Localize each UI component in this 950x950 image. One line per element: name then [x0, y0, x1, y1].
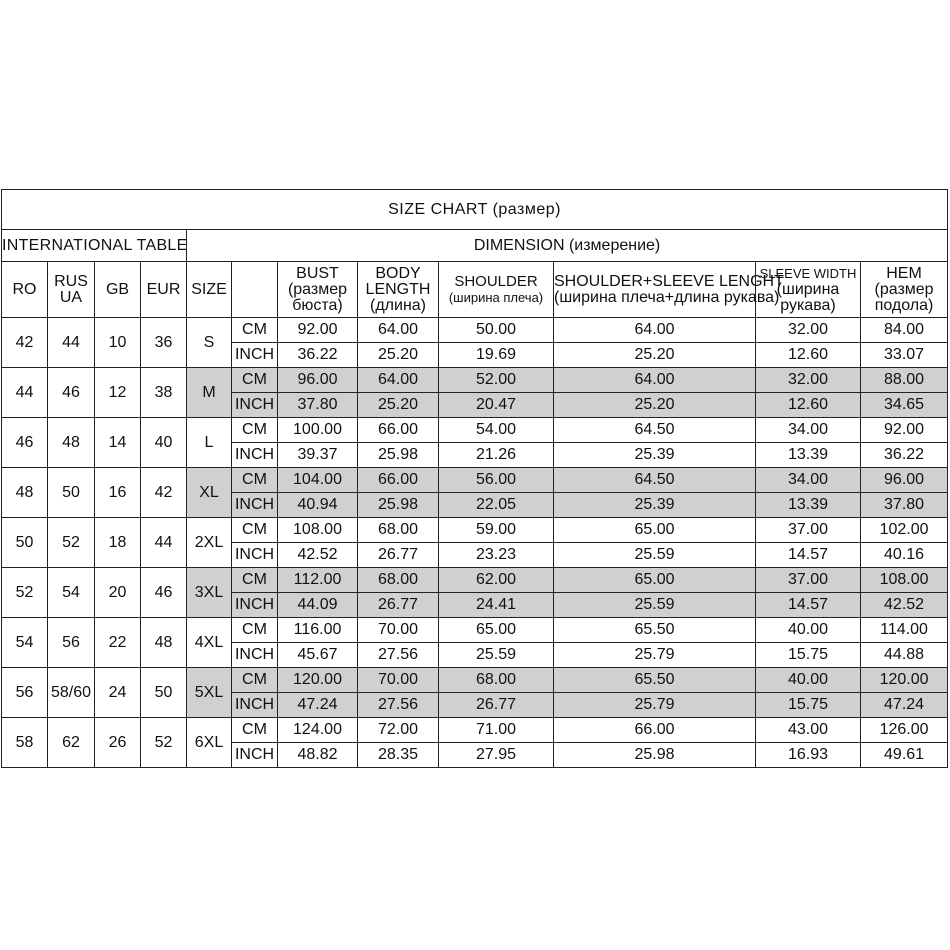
cell-bust: 116.00	[278, 618, 358, 643]
cell-hem: 114.00	[861, 618, 948, 643]
cell-hem: 34.65	[861, 393, 948, 418]
cell-ro: 54	[2, 618, 48, 668]
cell-hem: 33.07	[861, 343, 948, 368]
cell-eur: 40	[141, 418, 187, 468]
cell-gb: 20	[95, 568, 141, 618]
cell-body-length: 66.00	[358, 418, 439, 443]
chart-title: SIZE CHART (размер)	[2, 190, 948, 230]
cell-unit: CM	[232, 568, 278, 593]
cell-ro: 52	[2, 568, 48, 618]
cell-unit: CM	[232, 718, 278, 743]
cell-unit: INCH	[232, 543, 278, 568]
cell-shoulder: 62.00	[439, 568, 554, 593]
header-size: SIZE	[187, 262, 232, 318]
cell-shoulder: 50.00	[439, 318, 554, 343]
cell-unit: CM	[232, 668, 278, 693]
cell-hem: 37.80	[861, 493, 948, 518]
cell-hem: 92.00	[861, 418, 948, 443]
cell-gb: 26	[95, 718, 141, 768]
cell-gb: 24	[95, 668, 141, 718]
table-row	[2, 318, 948, 343]
cell-gb: 16	[95, 468, 141, 518]
cell-body-length: 26.77	[358, 593, 439, 618]
cell-body-length: 25.98	[358, 443, 439, 468]
cell-shoulder-sleeve: 65.50	[554, 668, 756, 693]
cell-bust: 108.00	[278, 518, 358, 543]
cell-bust: 112.00	[278, 568, 358, 593]
cell-body-length: 70.00	[358, 618, 439, 643]
cell-shoulder: 54.00	[439, 418, 554, 443]
cell-size: S	[187, 318, 232, 368]
cell-shoulder-sleeve: 65.50	[554, 618, 756, 643]
cell-ro: 50	[2, 518, 48, 568]
cell-bust: 120.00	[278, 668, 358, 693]
cell-body-length: 72.00	[358, 718, 439, 743]
table-row	[2, 368, 948, 393]
cell-body-length: 25.98	[358, 493, 439, 518]
cell-bust: 42.52	[278, 543, 358, 568]
cell-unit: CM	[232, 418, 278, 443]
cell-body-length: 26.77	[358, 543, 439, 568]
cell-shoulder-sleeve: 64.00	[554, 368, 756, 393]
cell-hem: 108.00	[861, 568, 948, 593]
cell-eur: 50	[141, 668, 187, 718]
header-body-length: BODY LENGTH (длина)	[358, 262, 439, 318]
table-row	[2, 468, 948, 493]
cell-bust: 39.37	[278, 443, 358, 468]
cell-gb: 10	[95, 318, 141, 368]
cell-gb: 22	[95, 618, 141, 668]
cell-eur: 52	[141, 718, 187, 768]
cell-ro: 42	[2, 318, 48, 368]
header-gb: GB	[95, 262, 141, 318]
cell-rus-ua: 50	[48, 468, 95, 518]
cell-hem: 40.16	[861, 543, 948, 568]
cell-bust: 37.80	[278, 393, 358, 418]
cell-sleeve-width: 43.00	[756, 718, 861, 743]
cell-ro: 46	[2, 418, 48, 468]
cell-sleeve-width: 12.60	[756, 393, 861, 418]
cell-unit: CM	[232, 468, 278, 493]
cell-ro: 56	[2, 668, 48, 718]
size-chart-table	[1, 189, 948, 768]
cell-bust: 45.67	[278, 643, 358, 668]
cell-rus-ua: 56	[48, 618, 95, 668]
cell-shoulder-sleeve: 25.79	[554, 693, 756, 718]
table-row	[2, 618, 948, 643]
cell-bust: 36.22	[278, 343, 358, 368]
cell-eur: 46	[141, 568, 187, 618]
cell-sleeve-width: 13.39	[756, 493, 861, 518]
cell-body-length: 66.00	[358, 468, 439, 493]
cell-bust: 47.24	[278, 693, 358, 718]
cell-hem: 102.00	[861, 518, 948, 543]
cell-shoulder: 22.05	[439, 493, 554, 518]
table-row	[2, 568, 948, 593]
cell-size: 2XL	[187, 518, 232, 568]
cell-shoulder-sleeve: 64.50	[554, 418, 756, 443]
cell-sleeve-width: 32.00	[756, 318, 861, 343]
cell-bust: 124.00	[278, 718, 358, 743]
cell-sleeve-width: 34.00	[756, 468, 861, 493]
cell-bust: 92.00	[278, 318, 358, 343]
cell-size: XL	[187, 468, 232, 518]
cell-hem: 49.61	[861, 743, 948, 768]
cell-shoulder: 27.95	[439, 743, 554, 768]
cell-shoulder-sleeve: 65.00	[554, 518, 756, 543]
cell-shoulder-sleeve: 65.00	[554, 568, 756, 593]
cell-eur: 44	[141, 518, 187, 568]
cell-shoulder-sleeve: 25.39	[554, 493, 756, 518]
cell-bust: 104.00	[278, 468, 358, 493]
cell-sleeve-width: 37.00	[756, 518, 861, 543]
cell-body-length: 68.00	[358, 568, 439, 593]
cell-hem: 126.00	[861, 718, 948, 743]
cell-bust: 40.94	[278, 493, 358, 518]
cell-sleeve-width: 15.75	[756, 643, 861, 668]
cell-unit: INCH	[232, 593, 278, 618]
cell-shoulder-sleeve: 25.98	[554, 743, 756, 768]
cell-sleeve-width: 40.00	[756, 618, 861, 643]
cell-rus-ua: 52	[48, 518, 95, 568]
cell-size: 6XL	[187, 718, 232, 768]
cell-size: L	[187, 418, 232, 468]
header-shoulder: SHOULDER (ширина плеча)	[439, 262, 554, 318]
table-row	[2, 668, 948, 693]
cell-eur: 36	[141, 318, 187, 368]
cell-ro: 58	[2, 718, 48, 768]
cell-shoulder: 21.26	[439, 443, 554, 468]
cell-body-length: 27.56	[358, 643, 439, 668]
cell-unit: INCH	[232, 643, 278, 668]
cell-ro: 44	[2, 368, 48, 418]
cell-eur: 42	[141, 468, 187, 518]
cell-shoulder-sleeve: 25.20	[554, 343, 756, 368]
cell-bust: 48.82	[278, 743, 358, 768]
cell-sleeve-width: 12.60	[756, 343, 861, 368]
cell-hem: 47.24	[861, 693, 948, 718]
cell-sleeve-width: 13.39	[756, 443, 861, 468]
cell-shoulder-sleeve: 25.59	[554, 543, 756, 568]
table-row	[2, 418, 948, 443]
cell-body-length: 27.56	[358, 693, 439, 718]
cell-shoulder-sleeve: 25.20	[554, 393, 756, 418]
cell-rus-ua: 46	[48, 368, 95, 418]
cell-shoulder: 23.23	[439, 543, 554, 568]
cell-body-length: 64.00	[358, 368, 439, 393]
international-table-label: INTERNATIONAL TABLE	[2, 230, 187, 262]
cell-sleeve-width: 32.00	[756, 368, 861, 393]
cell-bust: 44.09	[278, 593, 358, 618]
cell-hem: 44.88	[861, 643, 948, 668]
cell-unit: INCH	[232, 393, 278, 418]
header-eur: EUR	[141, 262, 187, 318]
cell-shoulder: 25.59	[439, 643, 554, 668]
header-shoulder-sleeve: SHOULDER+SLEEVE LENGHT (ширина плеча+длина рукава)	[554, 262, 756, 318]
dimension-label: DIMENSION (измерение)	[187, 230, 948, 262]
cell-bust: 100.00	[278, 418, 358, 443]
cell-rus-ua: 62	[48, 718, 95, 768]
cell-gb: 12	[95, 368, 141, 418]
cell-shoulder-sleeve: 66.00	[554, 718, 756, 743]
cell-sleeve-width: 34.00	[756, 418, 861, 443]
cell-hem: 88.00	[861, 368, 948, 393]
cell-hem: 84.00	[861, 318, 948, 343]
header-unit	[232, 262, 278, 318]
cell-unit: INCH	[232, 493, 278, 518]
cell-shoulder-sleeve: 25.79	[554, 643, 756, 668]
cell-hem: 96.00	[861, 468, 948, 493]
cell-body-length: 64.00	[358, 318, 439, 343]
cell-sleeve-width: 37.00	[756, 568, 861, 593]
cell-body-length: 70.00	[358, 668, 439, 693]
cell-size: 4XL	[187, 618, 232, 668]
cell-rus-ua: 48	[48, 418, 95, 468]
cell-ro: 48	[2, 468, 48, 518]
table-row	[2, 518, 948, 543]
cell-eur: 38	[141, 368, 187, 418]
cell-size: 3XL	[187, 568, 232, 618]
cell-body-length: 68.00	[358, 518, 439, 543]
cell-hem: 120.00	[861, 668, 948, 693]
cell-hem: 42.52	[861, 593, 948, 618]
cell-rus-ua: 54	[48, 568, 95, 618]
header-rus-ua: RUS UA	[48, 262, 95, 318]
cell-gb: 14	[95, 418, 141, 468]
cell-unit: INCH	[232, 343, 278, 368]
cell-size: M	[187, 368, 232, 418]
cell-shoulder: 65.00	[439, 618, 554, 643]
cell-hem: 36.22	[861, 443, 948, 468]
cell-gb: 18	[95, 518, 141, 568]
cell-bust: 96.00	[278, 368, 358, 393]
header-bust: BUST (размер бюста)	[278, 262, 358, 318]
table-row	[2, 718, 948, 743]
cell-rus-ua: 44	[48, 318, 95, 368]
cell-shoulder-sleeve: 64.00	[554, 318, 756, 343]
header-ro: RO	[2, 262, 48, 318]
cell-shoulder-sleeve: 25.59	[554, 593, 756, 618]
header-sleeve-width: SLEEVE WIDTH (ширина рукава)	[756, 262, 861, 318]
cell-shoulder: 19.69	[439, 343, 554, 368]
cell-body-length: 25.20	[358, 343, 439, 368]
cell-unit: CM	[232, 518, 278, 543]
cell-shoulder: 59.00	[439, 518, 554, 543]
header-hem: HEM (размер подола)	[861, 262, 948, 318]
cell-shoulder-sleeve: 64.50	[554, 468, 756, 493]
cell-sleeve-width: 15.75	[756, 693, 861, 718]
cell-unit: INCH	[232, 743, 278, 768]
cell-shoulder: 71.00	[439, 718, 554, 743]
cell-shoulder: 56.00	[439, 468, 554, 493]
cell-sleeve-width: 14.57	[756, 543, 861, 568]
cell-shoulder: 24.41	[439, 593, 554, 618]
cell-body-length: 25.20	[358, 393, 439, 418]
cell-shoulder: 68.00	[439, 668, 554, 693]
cell-unit: CM	[232, 368, 278, 393]
cell-unit: CM	[232, 318, 278, 343]
cell-rus-ua: 58/60	[48, 668, 95, 718]
cell-body-length: 28.35	[358, 743, 439, 768]
cell-sleeve-width: 40.00	[756, 668, 861, 693]
cell-shoulder: 52.00	[439, 368, 554, 393]
cell-unit: INCH	[232, 443, 278, 468]
cell-sleeve-width: 14.57	[756, 593, 861, 618]
cell-eur: 48	[141, 618, 187, 668]
cell-unit: CM	[232, 618, 278, 643]
cell-size: 5XL	[187, 668, 232, 718]
cell-sleeve-width: 16.93	[756, 743, 861, 768]
cell-shoulder-sleeve: 25.39	[554, 443, 756, 468]
cell-shoulder: 26.77	[439, 693, 554, 718]
cell-shoulder: 20.47	[439, 393, 554, 418]
cell-unit: INCH	[232, 693, 278, 718]
